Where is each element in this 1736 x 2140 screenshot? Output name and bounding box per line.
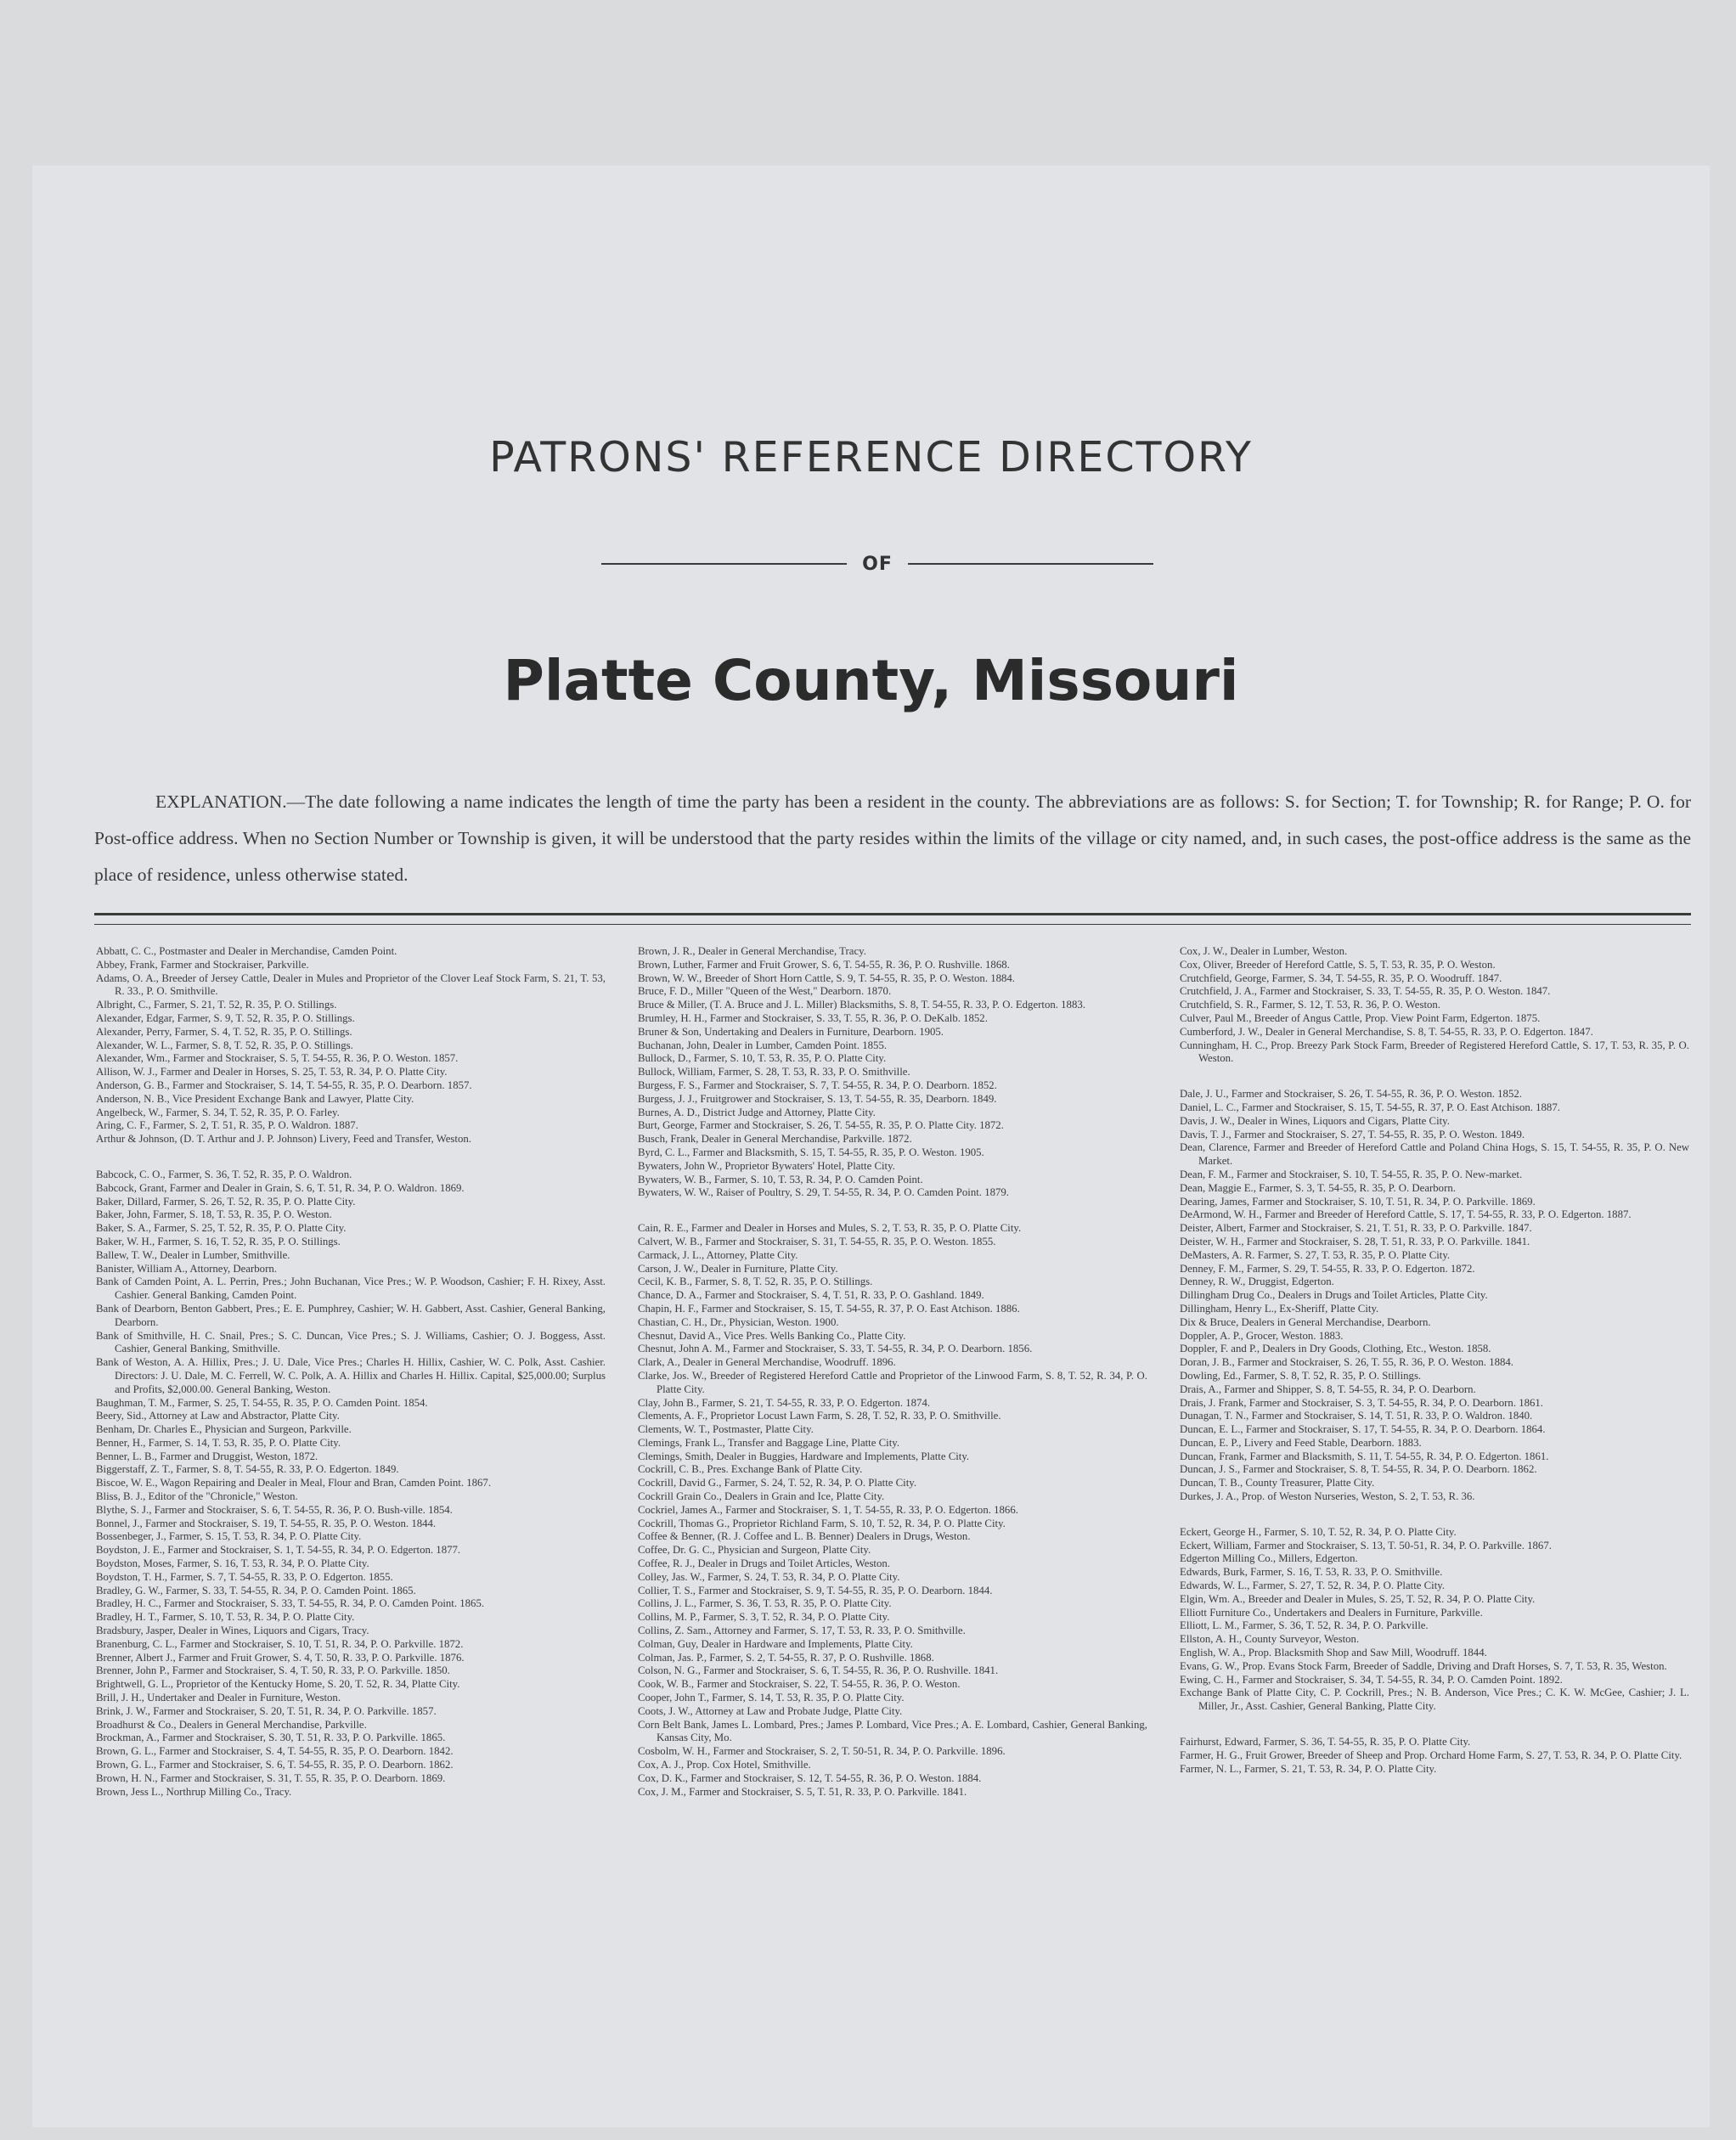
directory-entry: Coffee & Benner, (R. J. Coffee and L. B. Benner) Dealers in Drugs, Weston. — [638, 1530, 971, 1543]
directory-entry: Arthur & Johnson, (D. T. Arthur and J. P. Johnson) Livery, Feed and Transfer, Weston. — [96, 1133, 471, 1146]
directory-entry: Benham, Dr. Charles E., Physician and Surgeon, Parkville. — [96, 1423, 352, 1436]
directory-entry: Baker, Dillard, Farmer, S. 26, T. 52, R. 35, P. O. Platte City. — [96, 1195, 356, 1208]
directory-entry: Cunningham, H. C., Prop. Breezy Park Stock Farm, Breeder of Registered Hereford Cattle, S. 17, T. 53, R. 35, P. O. Weston. — [1180, 1039, 1689, 1065]
directory-column-2 — [638, 945, 1147, 1799]
directory-entry: Boydston, T. H., Farmer, S. 7, T. 54-55, R. 33, P. O. Edgerton. 1855. — [96, 1570, 393, 1583]
directory-entry: Bruner & Son, Undertaking and Dealers in Furniture, Dearborn. 1905. — [638, 1025, 944, 1038]
directory-entry: Brill, J. H., Undertaker and Dealer in Furniture, Weston. — [96, 1692, 341, 1704]
directory-entry: Collier, T. S., Farmer and Stockraiser, S. 9, T. 54-55, R. 35, P. O. Dearborn. 1844. — [638, 1584, 993, 1597]
directory-entry: Burt, George, Farmer and Stockraiser, S. 26, T. 54-55, R. 35, P. O. Platte City. 1872. — [638, 1119, 1004, 1132]
directory-entry: Brockman, A., Farmer and Stockraiser, S. 30, T. 51, R. 33, P. O. Parkville. 1865. — [96, 1732, 446, 1744]
directory-columns — [96, 945, 1693, 1799]
directory-entry: Cecil, K. B., Farmer, S. 8, T. 52, R. 35, P. O. Stillings. — [638, 1276, 873, 1288]
directory-entry: Collins, Z. Sam., Attorney and Farmer, S. 17, T. 53, R. 33, P. O. Smithville. — [638, 1625, 966, 1637]
directory-entry: Benner, H., Farmer, S. 14, T. 53, R. 35, P. O. Platte City. — [96, 1436, 341, 1449]
directory-entry: Deister, Albert, Farmer and Stockraiser, S. 21, T. 51, R. 33, P. O. Parkville. 1847. — [1180, 1222, 1532, 1235]
directory-entry: DeMasters, A. R. Farmer, S. 27, T. 53, R. 35, P. O. Platte City. — [1180, 1248, 1451, 1261]
of-label: OF — [862, 553, 893, 575]
directory-entry: Bonnel, J., Farmer and Stockraiser, S. 19, T. 54-55, R. 35, P. O. Weston. 1844. — [96, 1517, 437, 1529]
directory-entry: Cockrill Grain Co., Dealers in Grain and Ice, Platte City. — [638, 1490, 885, 1503]
directory-entry: Bliss, B. J., Editor of the "Chronicle," Weston. — [96, 1490, 298, 1503]
directory-entry: Brown, J. R., Dealer in General Merchandise, Tracy. — [638, 945, 866, 957]
directory-entry: Banister, William A., Attorney, Dearborn. — [96, 1262, 277, 1275]
directory-entry: Duncan, E. L., Farmer and Stockraiser, S. 17, T. 54-55, R. 34, P. O. Dearborn. 1864. — [1180, 1423, 1546, 1436]
directory-entry: Durkes, J. A., Prop. of Weston Nurseries, Weston, S. 2, T. 53, R. 36. — [1180, 1490, 1475, 1503]
directory-entry: Chastian, C. H., Dr., Physician, Weston. 1900. — [638, 1315, 839, 1328]
of-divider — [601, 549, 1153, 578]
directory-entry: Alexander, Wm., Farmer and Stockraiser, S. 5, T. 54-55, R. 36, P. O. Weston. 1857. — [96, 1052, 459, 1065]
directory-entry: Bywaters, W. W., Raiser of Poultry, S. 29, T. 54-55, R. 34, P. O. Camden Point. 1879. — [638, 1186, 1009, 1199]
directory-entry: Drais, A., Farmer and Shipper, S. 8, T. 54-55, R. 34, P. O. Dearborn. — [1180, 1383, 1476, 1395]
directory-entry: Clark, A., Dealer in General Merchandise, Woodruff. 1896. — [638, 1356, 896, 1369]
directory-entry: Dean, Maggie E., Farmer, S. 3, T. 54-55, R. 35, P. O. Dearborn. — [1180, 1181, 1456, 1194]
directory-entry: Bradsbury, Jasper, Dealer in Wines, Liquors and Cigars, Tracy. — [96, 1625, 369, 1637]
directory-entry: Davis, T. J., Farmer and Stockraiser, S. 27, T. 54-55, R. 35, P. O. Weston. 1849. — [1180, 1128, 1525, 1140]
directory-entry: Babcock, C. O., Farmer, S. 36, T. 52, R. 35, P. O. Waldron. — [96, 1168, 352, 1180]
directory-entry: Doppler, F. and P., Dealers in Dry Goods, Clothing, Etc., Weston. 1858. — [1180, 1343, 1491, 1355]
directory-entry: Biggerstaff, Z. T., Farmer, S. 8, T. 54-55, R. 33, P. O. Edgerton. 1849. — [96, 1463, 399, 1476]
directory-page — [32, 166, 1710, 2127]
directory-entry: Cosbolm, W. H., Farmer and Stockraiser, S. 2, T. 50-51, R. 34, P. O. Parkville. 1896. — [638, 1745, 1006, 1758]
directory-entry: Buchanan, John, Dealer in Lumber, Camden Point. 1855. — [638, 1039, 888, 1051]
directory-entry: Baker, W. H., Farmer, S. 16, T. 52, R. 35, P. O. Stillings. — [96, 1235, 341, 1247]
directory-entry: Duncan, J. S., Farmer and Stockraiser, S. 8, T. 54-55, R. 34, P. O. Dearborn. 1862. — [1180, 1463, 1537, 1476]
directory-entry: Chance, D. A., Farmer and Stockraiser, S. 4, T. 51, R. 33, P. O. Gashland. 1849. — [638, 1289, 984, 1302]
section-gap — [96, 1146, 606, 1169]
section-gap — [638, 1200, 1147, 1222]
explanation-paragraph: EXPLANATION.—The date following a name indicates the length of time the party has been a resident in the county. The abbreviations are as follows: S. for Section; T. for Township; R. for Range; P. O. for Post-office address. When no Section Number or Township is given, it will be understood that the party resides within the limits of the village or city named, and, in such cases, the post-office address is the same as the place of residence, unless otherwise stated. — [94, 791, 1691, 885]
directory-entry: Clemings, Frank L., Transfer and Baggage Line, Platte City. — [638, 1436, 900, 1449]
directory-entry: Baker, S. A., Farmer, S. 25, T. 52, R. 35, P. O. Platte City. — [96, 1222, 347, 1235]
directory-entry: Denney, R. W., Druggist, Edgerton. — [1180, 1276, 1334, 1288]
directory-entry: Clements, A. F., Proprietor Locust Lawn Farm, S. 28, T. 52, R. 33, P. O. Smithville. — [638, 1410, 1001, 1422]
directory-entry: Crutchfield, S. R., Farmer, S. 12, T. 53, R. 36, P. O. Weston. — [1180, 999, 1441, 1011]
directory-entry: Eckert, William, Farmer and Stockraiser, S. 13, T. 50-51, R. 34, P. O. Parkville. 1867. — [1180, 1539, 1552, 1552]
directory-entry: Bywaters, John W., Proprietor Bywaters' Hotel, Platte City. — [638, 1159, 895, 1172]
directory-entry: Corn Belt Bank, James L. Lombard, Pres.; James P. Lombard, Vice Pres.; A. E. Lombard, Cashier, General Banking, Kansas City, Mo. — [638, 1718, 1147, 1744]
directory-entry: Dillingham Drug Co., Dealers in Drugs and Toilet Articles, Platte City. — [1180, 1289, 1488, 1302]
directory-entry: Dale, J. U., Farmer and Stockraiser, S. 26, T. 54-55, R. 36, P. O. Weston. 1852. — [1180, 1088, 1522, 1101]
directory-entry: Clay, John B., Farmer, S. 21, T. 54-55, R. 33, P. O. Edgerton. 1874. — [638, 1396, 931, 1409]
directory-entry: Cockrill, C. B., Pres. Exchange Bank of Platte City. — [638, 1463, 863, 1476]
directory-entry: Duncan, T. B., County Treasurer, Platte City. — [1180, 1477, 1375, 1490]
directory-entry: Dix & Bruce, Dealers in General Merchandise, Dearborn. — [1180, 1315, 1431, 1328]
directory-entry: Bossenbeger, J., Farmer, S. 15, T. 53, R. 34, P. O. Platte City. — [96, 1530, 362, 1543]
directory-entry: Calvert, W. B., Farmer and Stockraiser, S. 31, T. 54-55, R. 35, P. O. Weston. 1855. — [638, 1235, 996, 1247]
directory-entry: Doppler, A. P., Grocer, Weston. 1883. — [1180, 1329, 1344, 1342]
directory-entry: Cox, Oliver, Breeder of Hereford Cattle, S. 5, T. 53, R. 35, P. O. Weston. — [1180, 958, 1496, 971]
directory-entry: Cox, D. K., Farmer and Stockraiser, S. 12, T. 54-55, R. 36, P. O. Weston. 1884. — [638, 1771, 982, 1784]
directory-column-1 — [96, 945, 606, 1799]
directory-entry: Abbey, Frank, Farmer and Stockraiser, Parkville. — [96, 958, 309, 971]
directory-entry: Dunagan, T. N., Farmer and Stockraiser, S. 14, T. 51, R. 33, P. O. Waldron. 1840. — [1180, 1410, 1533, 1422]
directory-entry: Adams, O. A., Breeder of Jersey Cattle, Dealer in Mules and Proprietor of the Clover Leaf Stock Farm, S. 21, T. 53, R. 33., P. O. Smithville. — [96, 971, 606, 998]
directory-entry: Alexander, W. L., Farmer, S. 8, T. 52, R. 35, P. O. Stillings. — [96, 1039, 353, 1051]
directory-entry: Evans, G. W., Prop. Evans Stock Farm, Breeder of Saddle, Driving and Draft Horses, S. 7, T. 53, R. 35, Weston. — [1180, 1659, 1667, 1672]
directory-entry: DeArmond, W. H., Farmer and Breeder of Hereford Cattle, S. 17, T. 54-55, R. 33, P. O. Edgerton. 1887. — [1180, 1208, 1632, 1221]
directory-entry: Cain, R. E., Farmer and Dealer in Horses and Mules, S. 2, T. 53, R. 35, P. O. Platte City. — [638, 1222, 1022, 1235]
directory-entry: Busch, Frank, Dealer in General Merchandise, Parkville. 1872. — [638, 1133, 912, 1146]
section-gap — [1180, 1066, 1689, 1088]
directory-entry: Cooper, John T., Farmer, S. 14, T. 53, R. 35, P. O. Platte City. — [638, 1692, 905, 1704]
directory-entry: Broadhurst & Co., Dealers in General Merchandise, Parkville. — [96, 1718, 367, 1731]
directory-entry: Brenner, John P., Farmer and Stockraiser, S. 4, T. 50, R. 33, P. O. Parkville. 1850. — [96, 1664, 450, 1677]
directory-entry: Benner, L. B., Farmer and Druggist, Weston, 1872. — [96, 1450, 318, 1462]
directory-entry: Cook, W. B., Farmer and Stockraiser, S. 22, T. 54-55, R. 36, P. O. Weston. — [638, 1678, 961, 1691]
directory-entry: Brown, Jess L., Northrup Milling Co., Tracy. — [96, 1785, 292, 1798]
directory-entry: Chesnut, David A., Vice Pres. Wells Banking Co., Platte City. — [638, 1329, 906, 1342]
directory-entry: Culver, Paul M., Breeder of Angus Cattle, Prop. View Point Farm, Edgerton. 1875. — [1180, 1011, 1541, 1024]
directory-entry: Allison, W. J., Farmer and Dealer in Horses, S. 25, T. 53, R. 34, P. O. Platte City. — [96, 1066, 448, 1078]
directory-entry: Beery, Sid., Attorney at Law and Abstractor, Platte City. — [96, 1410, 340, 1422]
directory-entry: Cox, J. M., Farmer and Stockraiser, S. 5, T. 51, R. 33, P. O. Parkville. 1841. — [638, 1785, 967, 1798]
directory-entry: Brown, G. L., Farmer and Stockraiser, S. 4, T. 54-55, R. 35, P. O. Dearborn. 1842. — [96, 1745, 454, 1758]
directory-entry: Dean, Clarence, Farmer and Breeder of Hereford Cattle and Poland China Hogs, S. 15, T. 54-55, R. 35, P. O. New Market. — [1180, 1141, 1689, 1168]
directory-entry: Colman, Guy, Dealer in Hardware and Implements, Platte City. — [638, 1637, 913, 1650]
directory-entry: Collins, M. P., Farmer, S. 3, T. 52, R. 34, P. O. Platte City. — [638, 1611, 890, 1624]
directory-entry: Bullock, William, Farmer, S. 28, T. 53, R. 33, P. O. Smithville. — [638, 1066, 910, 1078]
directory-entry: Edgerton Milling Co., Millers, Edgerton. — [1180, 1552, 1358, 1565]
directory-entry: Brumley, H. H., Farmer and Stockraiser, S. 33, T. 55, R. 36, P. O. DeKalb. 1852. — [638, 1011, 988, 1024]
directory-entry: Babcock, Grant, Farmer and Dealer in Grain, S. 6, T. 51, R. 34, P. O. Waldron. 1869. — [96, 1181, 465, 1194]
directory-entry: Carson, J. W., Dealer in Furniture, Platte City. — [638, 1262, 838, 1275]
directory-entry: Ballew, T. W., Dealer in Lumber, Smithville. — [96, 1248, 290, 1261]
directory-entry: Farmer, N. L., Farmer, S. 21, T. 53, R. 34, P. O. Platte City. — [1180, 1762, 1437, 1775]
directory-entry: Dillingham, Henry L., Ex-Sheriff, Platte City. — [1180, 1302, 1379, 1315]
directory-entry: Biscoe, W. E., Wagon Repairing and Dealer in Meal, Flour and Bran, Camden Point. 1867. — [96, 1477, 492, 1490]
directory-entry: Elgin, Wm. A., Breeder and Dealer in Mules, S. 25, T. 52, R. 34, P. O. Platte City. — [1180, 1592, 1536, 1605]
directory-entry: Fairhurst, Edward, Farmer, S. 36, T. 54-55, R. 35, P. O. Platte City. — [1180, 1736, 1471, 1749]
directory-entry: Abbatt, C. C., Postmaster and Dealer in Merchandise, Camden Point. — [96, 945, 397, 957]
directory-entry: Cumberford, J. W., Dealer in General Merchandise, S. 8, T. 54-55, R. 33, P. O. Edgerton. 1847. — [1180, 1025, 1593, 1038]
directory-entry: Duncan, E. P., Livery and Feed Stable, Dearborn. 1883. — [1180, 1436, 1422, 1449]
divider-rule-left — [601, 563, 847, 565]
directory-entry: Colley, Jas. W., Farmer, S. 24, T. 53, R. 34, P. O. Platte City. — [638, 1570, 900, 1583]
directory-entry: Coffee, R. J., Dealer in Drugs and Toilet Articles, Weston. — [638, 1557, 890, 1570]
directory-entry: Dean, F. M., Farmer and Stockraiser, S. 10, T. 54-55, R. 35, P. O. New-market. — [1180, 1168, 1523, 1180]
directory-entry: Elliott, L. M., Farmer, S. 36, T. 52, R. 34, P. O. Parkville. — [1180, 1619, 1429, 1632]
directory-entry: Coots, J. W., Attorney at Law and Probate Judge, Platte City. — [638, 1704, 903, 1717]
directory-entry: Brink, J. W., Farmer and Stockraiser, S. 20, T. 51, R. 34, P. O. Parkville. 1857. — [96, 1704, 437, 1717]
directory-entry: Alexander, Edgar, Farmer, S. 9, T. 52, R. 35, P. O. Stillings. — [96, 1011, 355, 1024]
directory-entry: Angelbeck, W., Farmer, S. 34, T. 52, R. 35, P. O. Farley. — [96, 1106, 340, 1118]
directory-entry: Brown, H. N., Farmer and Stockraiser, S. 31, T. 55, R. 35, P. O. Dearborn. 1869. — [96, 1771, 446, 1784]
directory-entry: Bradley, G. W., Farmer, S. 33, T. 54-55, R. 34, P. O. Camden Point. 1865. — [96, 1584, 416, 1597]
directory-entry: Clements, W. T., Postmaster, Platte City. — [638, 1423, 814, 1436]
directory-entry: English, W. A., Prop. Blacksmith Shop and Saw Mill, Woodruff. 1844. — [1180, 1647, 1487, 1659]
directory-entry: Chapin, H. F., Farmer and Stockraiser, S. 15, T. 54-55, R. 37, P. O. East Atchison. 1886. — [638, 1302, 1020, 1315]
directory-entry: Branenburg, C. L., Farmer and Stockraiser, S. 10, T. 51, R. 34, P. O. Parkville. 1872. — [96, 1637, 464, 1650]
directory-entry: Crutchfield, George, Farmer, S. 34, T. 54-55, R. 35, P. O. Woodruff. 1847. — [1180, 971, 1502, 984]
directory-entry: Exchange Bank of Platte City, C. P. Cockrill, Pres.; N. B. Anderson, Vice Pres.; C. K. W. McGee, Cashier; J. L. Miller, Jr., Asst. Cashier, General Banking, Platte City. — [1180, 1687, 1689, 1713]
directory-entry: Bywaters, W. B., Farmer, S. 10, T. 53, R. 34, P. O. Camden Point. — [638, 1173, 923, 1185]
directory-entry: Colman, Jas. P., Farmer, S. 2, T. 54-55, R. 37, P. O. Rushville. 1868. — [638, 1651, 934, 1664]
section-gap — [1180, 1714, 1689, 1736]
directory-entry: Cox, J. W., Dealer in Lumber, Weston. — [1180, 945, 1348, 957]
directory-entry: Brenner, Albert J., Farmer and Fruit Grower, S. 4, T. 50, R. 33, P. O. Parkville. 1876. — [96, 1651, 465, 1664]
directory-entry: Clemings, Smith, Dealer in Buggies, Hardware and Implements, Platte City. — [638, 1450, 970, 1462]
section-gap — [1180, 1504, 1689, 1526]
directory-entry: Blythe, S. J., Farmer and Stockraiser, S. 6, T. 54-55, R. 36, P. O. Bush-ville. 1854. — [96, 1503, 453, 1516]
directory-entry: Duncan, Frank, Farmer and Blacksmith, S. 11, T. 54-55, R. 34, P. O. Edgerton. 1861. — [1180, 1450, 1549, 1462]
directory-entry: Edwards, W. L., Farmer, S. 27, T. 52, R. 34, P. O. Platte City. — [1180, 1580, 1446, 1592]
directory-entry: Cox, A. J., Prop. Cox Hotel, Smithville. — [638, 1759, 811, 1771]
directory-entry: Boydston, J. E., Farmer and Stockraiser, S. 1, T. 54-55, R. 34, P. O. Edgerton. 1877. — [96, 1544, 461, 1557]
directory-entry: Brightwell, G. L., Proprietor of the Kentucky Home, S. 20, T. 52, R. 34, Platte City. — [96, 1678, 460, 1691]
directory-entry: Eckert, George H., Farmer, S. 10, T. 52, R. 34, P. O. Platte City. — [1180, 1525, 1457, 1538]
directory-entry: Bank of Weston, A. A. Hillix, Pres.; J. U. Dale, Vice Pres.; Charles H. Hillix, Cashier, W. C. Polk, Asst. Cashier. Directors: J. U. Dale, M. C. Ferrell, W. C. Polk, A. A. Hillix and Charles H. Hillix. Capital, $25,000.00; Surplus and Profits, $2,000.00. General Banking, Weston. — [96, 1356, 606, 1395]
directory-entry: Burgess, J. J., Fruitgrower and Stockraiser, S. 13, T. 54-55, R. 35, Dearborn. 1849. — [638, 1092, 997, 1105]
directory-entry: Alexander, Perry, Farmer, S. 4, T. 52, R. 35, P. O. Stillings. — [96, 1025, 352, 1038]
directory-entry: Aring, C. F., Farmer, S. 2, T. 51, R. 35, P. O. Waldron. 1887. — [96, 1119, 358, 1132]
directory-entry: Bank of Camden Point, A. L. Perrin, Pres.; John Buchanan, Vice Pres.; W. P. Woodson, Cashier; F. H. Rixey, Asst. Cashier. General Banking, Camden Point. — [96, 1276, 606, 1302]
directory-column-3 — [1180, 945, 1689, 1799]
directory-entry: Ewing, C. H., Farmer and Stockraiser, S. 34, T. 54-55, R. 34, P. O. Camden Point. 1892. — [1180, 1673, 1563, 1686]
directory-entry: Brown, Luther, Farmer and Fruit Grower, S. 6, T. 54-55, R. 36, P. O. Rushville. 1868. — [638, 958, 1010, 971]
directory-entry: Davis, J. W., Dealer in Wines, Liquors and Cigars, Platte City. — [1180, 1114, 1450, 1127]
directory-entry: Byrd, C. L., Farmer and Blacksmith, S. 15, T. 54-55, R. 35, P. O. Weston. 1905. — [638, 1146, 984, 1158]
directory-entry: Crutchfield, J. A., Farmer and Stockraiser, S. 33, T. 54-55, R. 35, P. O. Weston. 1847. — [1180, 985, 1551, 998]
directory-entry: Edwards, Burk, Farmer, S. 16, T. 53, R. 33, P. O. Smithville. — [1180, 1566, 1443, 1579]
directory-entry: Clarke, Jos. W., Breeder of Registered Hereford Cattle and Proprietor of the Linwood Farm, S. 8, T. 52, R. 34, P. O. Platte City. — [638, 1369, 1147, 1395]
directory-entry: Brown, W. W., Breeder of Short Horn Cattle, S. 9, T. 54-55, R. 35, P. O. Weston. 1884. — [638, 971, 1016, 984]
directory-entry: Burgess, F. S., Farmer and Stockraiser, S. 7, T. 54-55, R. 34, P. O. Dearborn. 1852. — [638, 1078, 997, 1091]
directory-entry: Denney, F. M., Farmer, S. 29, T. 54-55, R. 33, P. O. Edgerton. 1872. — [1180, 1262, 1475, 1275]
directory-entry: Brown, G. L., Farmer and Stockraiser, S. 6, T. 54-55, R. 35, P. O. Dearborn. 1862. — [96, 1759, 454, 1771]
directory-entry: Cockrill, Thomas G., Proprietor Richland Farm, S. 10, T. 52, R. 34, P. O. Platte City. — [638, 1517, 1006, 1529]
directory-entry: Albright, C., Farmer, S. 21, T. 52, R. 35, P. O. Stillings. — [96, 999, 337, 1011]
directory-entry: Anderson, N. B., Vice President Exchange Bank and Lawyer, Platte City. — [96, 1092, 414, 1105]
directory-entry: Bullock, D., Farmer, S. 10, T. 53, R. 35, P. O. Platte City. — [638, 1052, 887, 1065]
directory-entry: Colson, N. G., Farmer and Stockraiser, S. 6, T. 54-55, R. 36, P. O. Rushville. 1841. — [638, 1664, 999, 1677]
directory-entry: Chesnut, John A. M., Farmer and Stockraiser, S. 33, T. 54-55, R. 34, P. O. Dearborn. 1856. — [638, 1343, 1033, 1355]
directory-entry: Bank of Dearborn, Benton Gabbert, Pres.; E. E. Pumphrey, Cashier; W. H. Gabbert, Asst. Cashier, General Banking, Dearborn. — [96, 1302, 606, 1328]
directory-entry: Drais, J. Frank, Farmer and Stockraiser, S. 3, T. 54-55, R. 34, P. O. Dearborn. 1861. — [1180, 1396, 1544, 1409]
directory-entry: Burnes, A. D., District Judge and Attorney, Platte City. — [638, 1106, 876, 1118]
directory-entry: Bank of Smithville, H. C. Snail, Pres.; S. C. Duncan, Vice Pres.; S. J. Williams, Cashier; O. J. Boggess, Asst. Cashier, General Banking, Smithville. — [96, 1329, 606, 1355]
directory-entry: Bradley, H. T., Farmer, S. 10, T. 53, R. 34, P. O. Platte City. — [96, 1611, 355, 1624]
directory-entry: Elliott Furniture Co., Undertakers and Dealers in Furniture, Parkville. — [1180, 1606, 1483, 1619]
divider-rule-right — [908, 563, 1153, 565]
directory-entry: Deister, W. H., Farmer and Stockraiser, S. 28, T. 51, R. 33, P. O. Parkville. 1841. — [1180, 1235, 1530, 1247]
directory-entry: Dowling, Ed., Farmer, S. 8, T. 52, R. 35, P. O. Stillings. — [1180, 1369, 1422, 1382]
directory-entry: Carmack, J. L., Attorney, Platte City. — [638, 1248, 798, 1261]
directory-entry: Daniel, L. C., Farmer and Stockraiser, S. 15, T. 54-55, R. 37, P. O. East Atchison. 1887. — [1180, 1101, 1560, 1113]
directory-entry: Baughman, T. M., Farmer, S. 25, T. 54-55, R. 35, P. O. Camden Point. 1854. — [96, 1396, 428, 1409]
directory-entry: Coffee, Dr. G. C., Physician and Surgeon, Platte City. — [638, 1544, 871, 1557]
directory-entry: Ellston, A. H., County Surveyor, Weston. — [1180, 1633, 1360, 1646]
directory-entry: Cockriel, James A., Farmer and Stockraiser, S. 1, T. 54-55, R. 33, P. O. Edgerton. 1866. — [638, 1503, 1018, 1516]
directory-entry: Bradley, H. C., Farmer and Stockraiser, S. 33, T. 54-55, R. 34, P. O. Camden Point. 1865. — [96, 1597, 485, 1610]
directory-entry: Farmer, H. G., Fruit Grower, Breeder of Sheep and Prop. Orchard Home Farm, S. 27, T. 53, R. 34, P. O. Platte City. — [1180, 1749, 1682, 1761]
page-title: PATRONS' REFERENCE DIRECTORY — [489, 433, 1253, 482]
county-heading: Platte County, Missouri — [503, 648, 1239, 713]
directory-entry: Cockrill, David G., Farmer, S. 24, T. 52, R. 34, P. O. Platte City. — [638, 1477, 917, 1490]
directory-entry: Collins, J. L., Farmer, S. 36, T. 53, R. 35, P. O. Platte City. — [638, 1597, 892, 1610]
directory-entry: Boydston, Moses, Farmer, S. 16, T. 53, R. 34, P. O. Platte City. — [96, 1557, 369, 1570]
directory-entry: Anderson, G. B., Farmer and Stockraiser, S. 14, T. 54-55, R. 35, P. O. Dearborn. 1857. — [96, 1078, 472, 1091]
directory-entry: Baker, John, Farmer, S. 18, T. 53, R. 35, P. O. Weston. — [96, 1208, 332, 1221]
directory-entry: Bruce, F. D., Miller "Queen of the West," Dearborn. 1870. — [638, 985, 892, 998]
double-rule-divider — [94, 913, 1691, 925]
directory-entry: Dearing, James, Farmer and Stockraiser, S. 10, T. 51, R. 34, P. O. Parkville. 1869. — [1180, 1195, 1536, 1208]
directory-entry: Doran, J. B., Farmer and Stockraiser, S. 26, T. 55, R. 36, P. O. Weston. 1884. — [1180, 1356, 1514, 1369]
directory-entry: Bruce & Miller, (T. A. Bruce and J. L. Miller) Blacksmiths, S. 8, T. 54-55, R. 33, P. O. Edgerton. 1883. — [638, 999, 1085, 1011]
